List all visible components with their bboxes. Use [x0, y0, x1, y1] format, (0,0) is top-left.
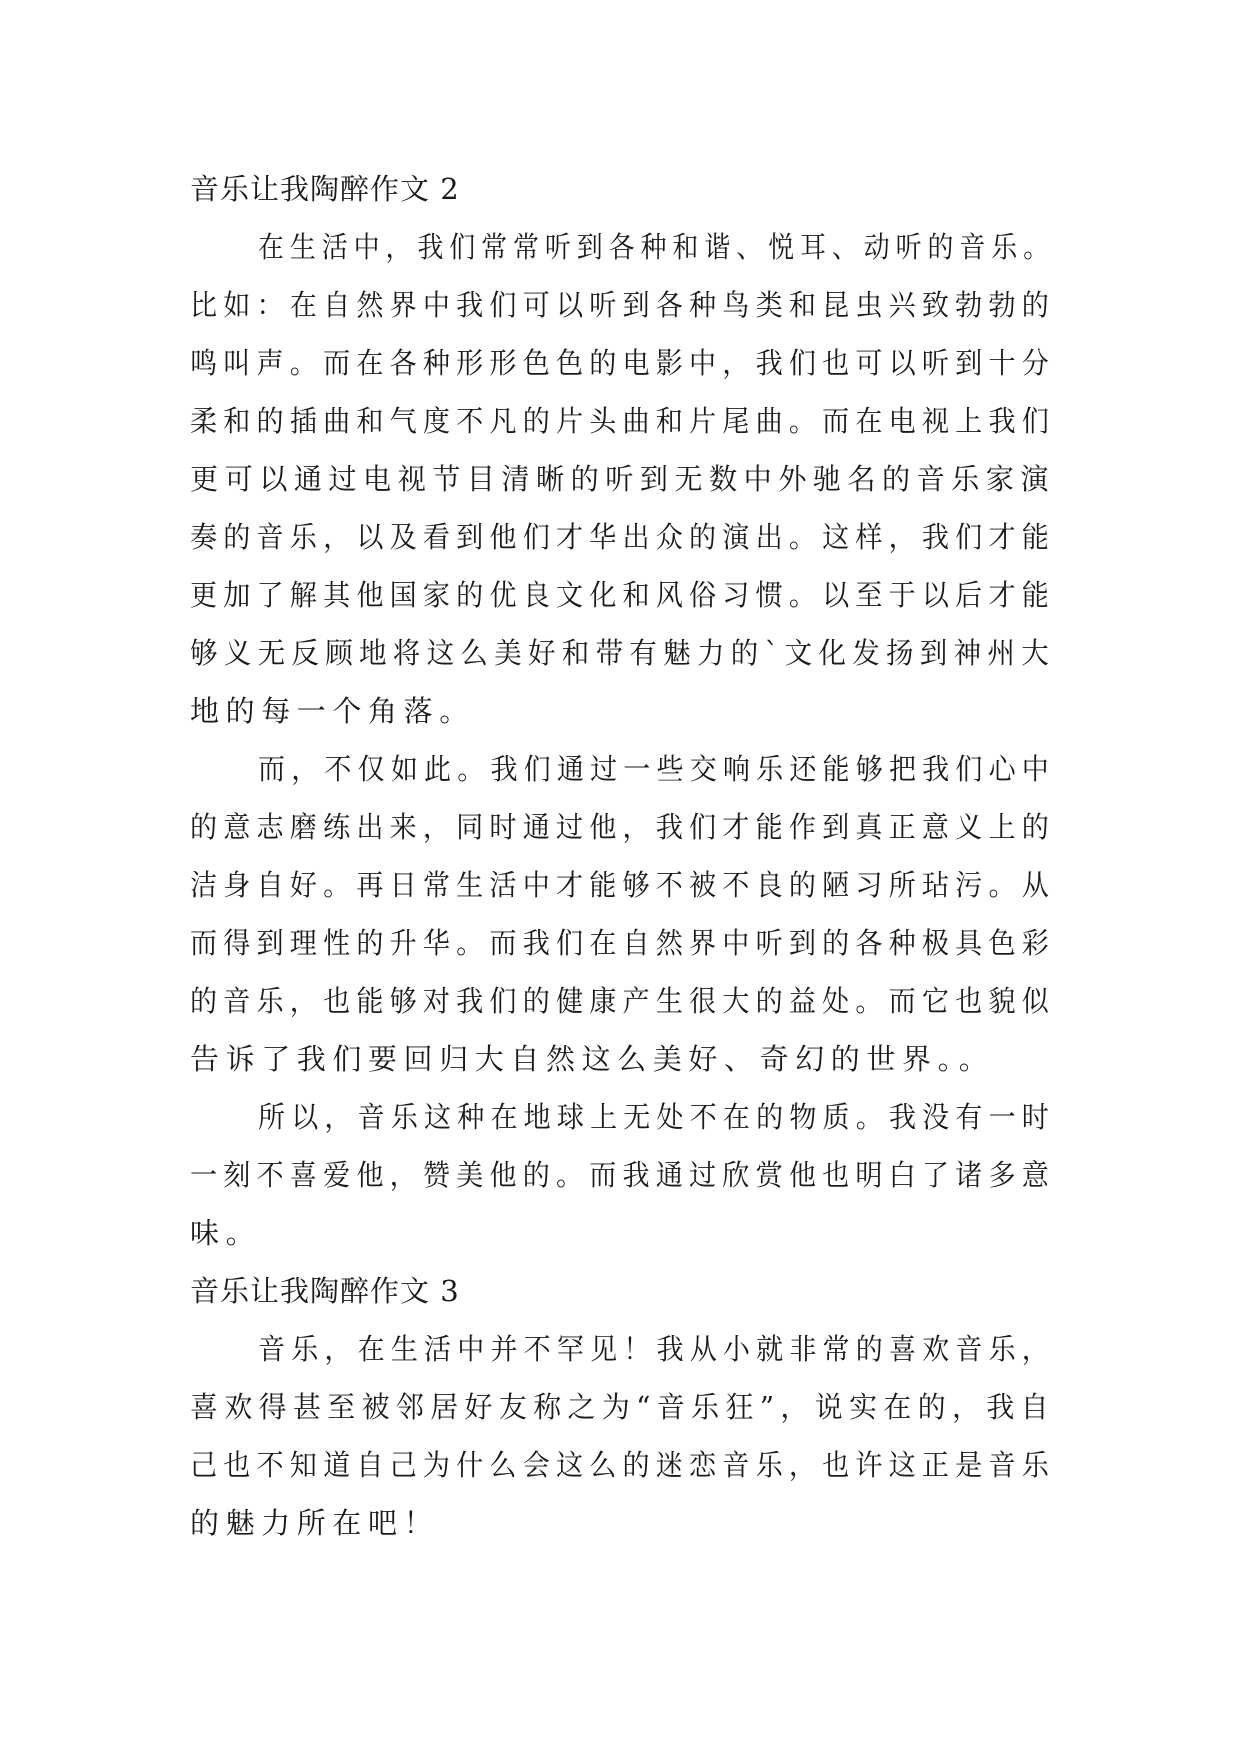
document-body: [190, 160, 1055, 1552]
paragraph-line: 洁身自好。再日常生活中才能够不被不良的陋习所玷污。从: [190, 868, 1055, 902]
paragraph-line: 的音乐，也能够对我们的健康产生很大的益处。而它也貌似: [190, 984, 1055, 1018]
section-heading: 音乐让我陶醉作文 3: [190, 1274, 460, 1308]
paragraph-line: 而，不仅如此。我们通过一些交响乐还能够把我们心中: [258, 752, 1055, 786]
paragraph-line: 告诉了我们要回归大自然这么美好、奇幻的世界。。: [190, 1042, 995, 1076]
paragraph-line: 音乐，在生活中并不罕见！我从小就非常的喜欢音乐，: [258, 1332, 1055, 1366]
section-heading: 音乐让我陶醉作文 2: [190, 172, 460, 206]
paragraph-line: 地的每一个角落。: [190, 694, 475, 728]
paragraph-line: 味。: [190, 1216, 262, 1250]
paragraph-line: 更可以通过电视节目清晰的听到无数中外驰名的音乐家演: [190, 462, 1055, 496]
paragraph-line: 的魅力所在吧！: [190, 1506, 440, 1540]
paragraph-line: 己也不知道自己为什么会这么的迷恋音乐，也许这正是音乐: [190, 1448, 1055, 1482]
paragraph-line: 而得到理性的升华。而我们在自然界中听到的各种极具色彩: [190, 926, 1055, 960]
paragraph-line: 所以，音乐这种在地球上无处不在的物质。我没有一时: [258, 1100, 1055, 1134]
paragraph-line: 奏的音乐，以及看到他们才华出众的演出。这样，我们才能: [190, 520, 1055, 554]
paragraph-line: 够义无反顾地将这么美好和带有魅力的`文化发扬到神州大: [190, 636, 1055, 670]
paragraph-line: 比如：在自然界中我们可以听到各种鸟类和昆虫兴致勃勃的: [190, 288, 1055, 322]
paragraph-line: 喜欢得甚至被邻居好友称之为“音乐狂”，说实在的，我自: [190, 1390, 1055, 1424]
paragraph-line: 的意志磨练出来，同时通过他，我们才能作到真正意义上的: [190, 810, 1055, 844]
paragraph-line: 柔和的插曲和气度不凡的片头曲和片尾曲。而在电视上我们: [190, 404, 1055, 438]
paragraph-line: 更加了解其他国家的优良文化和风俗习惯。以至于以后才能: [190, 578, 1055, 612]
paragraph-line: 鸣叫声。而在各种形形色色的电影中，我们也可以听到十分: [190, 346, 1055, 380]
paragraph-line: 在生活中，我们常常听到各种和谐、悦耳、动听的音乐。: [258, 230, 1055, 264]
paragraph-line: 一刻不喜爱他，赞美他的。而我通过欣赏他也明白了诸多意: [190, 1158, 1055, 1192]
